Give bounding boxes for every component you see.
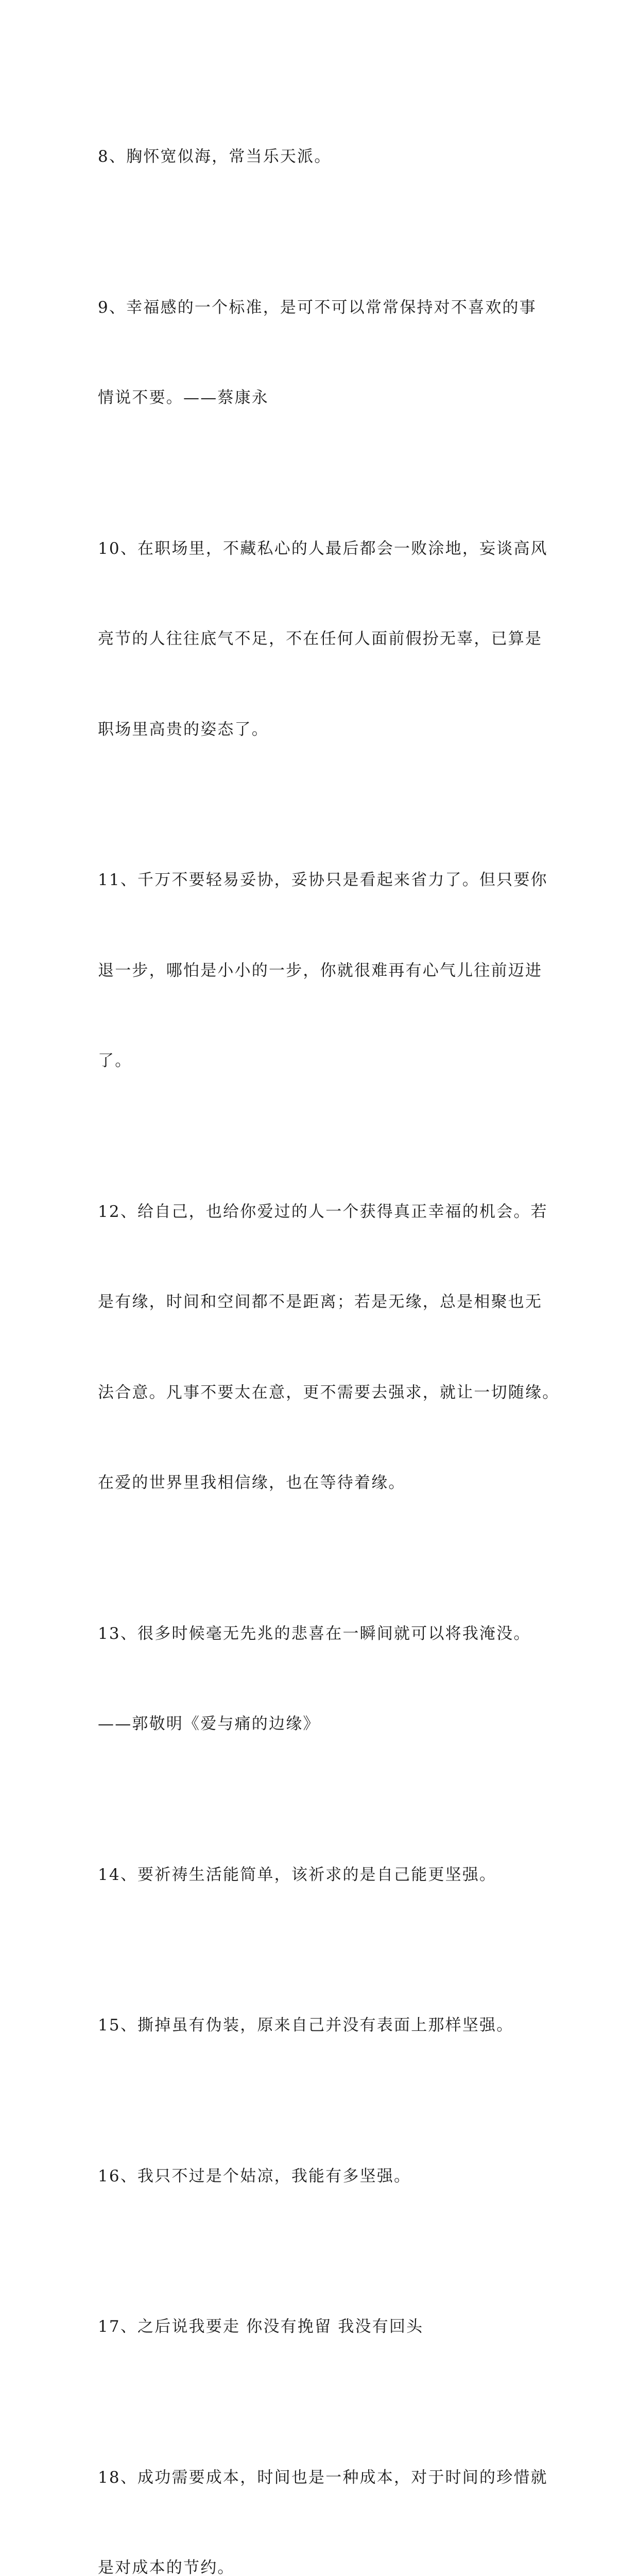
entry-18 [98,2402,551,2576]
text-line: 13、很多时候毫无先兆的悲喜在一瞬间就可以将我淹没。 [98,1619,551,1649]
text-line: 10、在职场里，不藏私心的人最后都会一败涂地，妄谈高风 [98,534,551,564]
text-line: 退一步，哪怕是小小的一步，你就很难再有心气儿往前迈进 [98,956,551,986]
text-line: 职场里高贵的姿态了。 [98,715,551,745]
document-body [98,81,551,2576]
text-line: 9、幸福感的一个标准，是可不可以常常保持对不喜欢的事 [98,293,551,323]
text-line: 亮节的人往往底气不足，不在任何人面前假扮无辜，已算是 [98,624,551,654]
entry-11 [98,805,551,1137]
entry-8 [98,81,551,232]
text-line: 17、之后说我要走 你没有挽留 我没有回头 [98,2312,551,2342]
text-line: 情说不要。——蔡康永 [98,383,551,413]
text-line: 是对成本的节约。 [98,2553,551,2576]
text-line: 在爱的世界里我相信缘，也在等待着缘。 [98,1468,551,1498]
text-line: 12、给自己，也给你爱过的人一个获得真正幸福的机会。若 [98,1197,551,1227]
entry-13 [98,1558,551,1800]
text-line: 8、胸怀宽似海，常当乐天派。 [98,142,551,172]
entry-9 [98,232,551,473]
text-line: 了。 [98,1046,551,1076]
entry-10 [98,473,551,805]
text-line: 14、要祈祷生活能简单，该祈求的是自己能更坚强。 [98,1860,551,1890]
entry-15 [98,1950,551,2101]
text-line: 18、成功需要成本，时间也是一种成本，对于时间的珍惜就 [98,2463,551,2493]
entry-16 [98,2101,551,2252]
text-line: ——郭敬明《爱与痛的边缘》 [98,1709,551,1739]
text-line: 是有缘，时间和空间都不是距离；若是无缘，总是相聚也无 [98,1287,551,1317]
entry-14 [98,1800,551,1951]
text-line: 15、撕掉虽有伪装，原来自己并没有表面上那样坚强。 [98,2010,551,2041]
document-page [0,0,639,904]
text-line: 法合意。凡事不要太在意，更不需要去强求，就让一切随缘。 [98,1378,551,1408]
text-line: 16、我只不过是个姑凉，我能有多坚强。 [98,2161,551,2192]
entry-17 [98,2251,551,2402]
entry-12 [98,1137,551,1558]
text-line: 11、千万不要轻易妥协，妥协只是看起来省力了。但只要你 [98,865,551,895]
